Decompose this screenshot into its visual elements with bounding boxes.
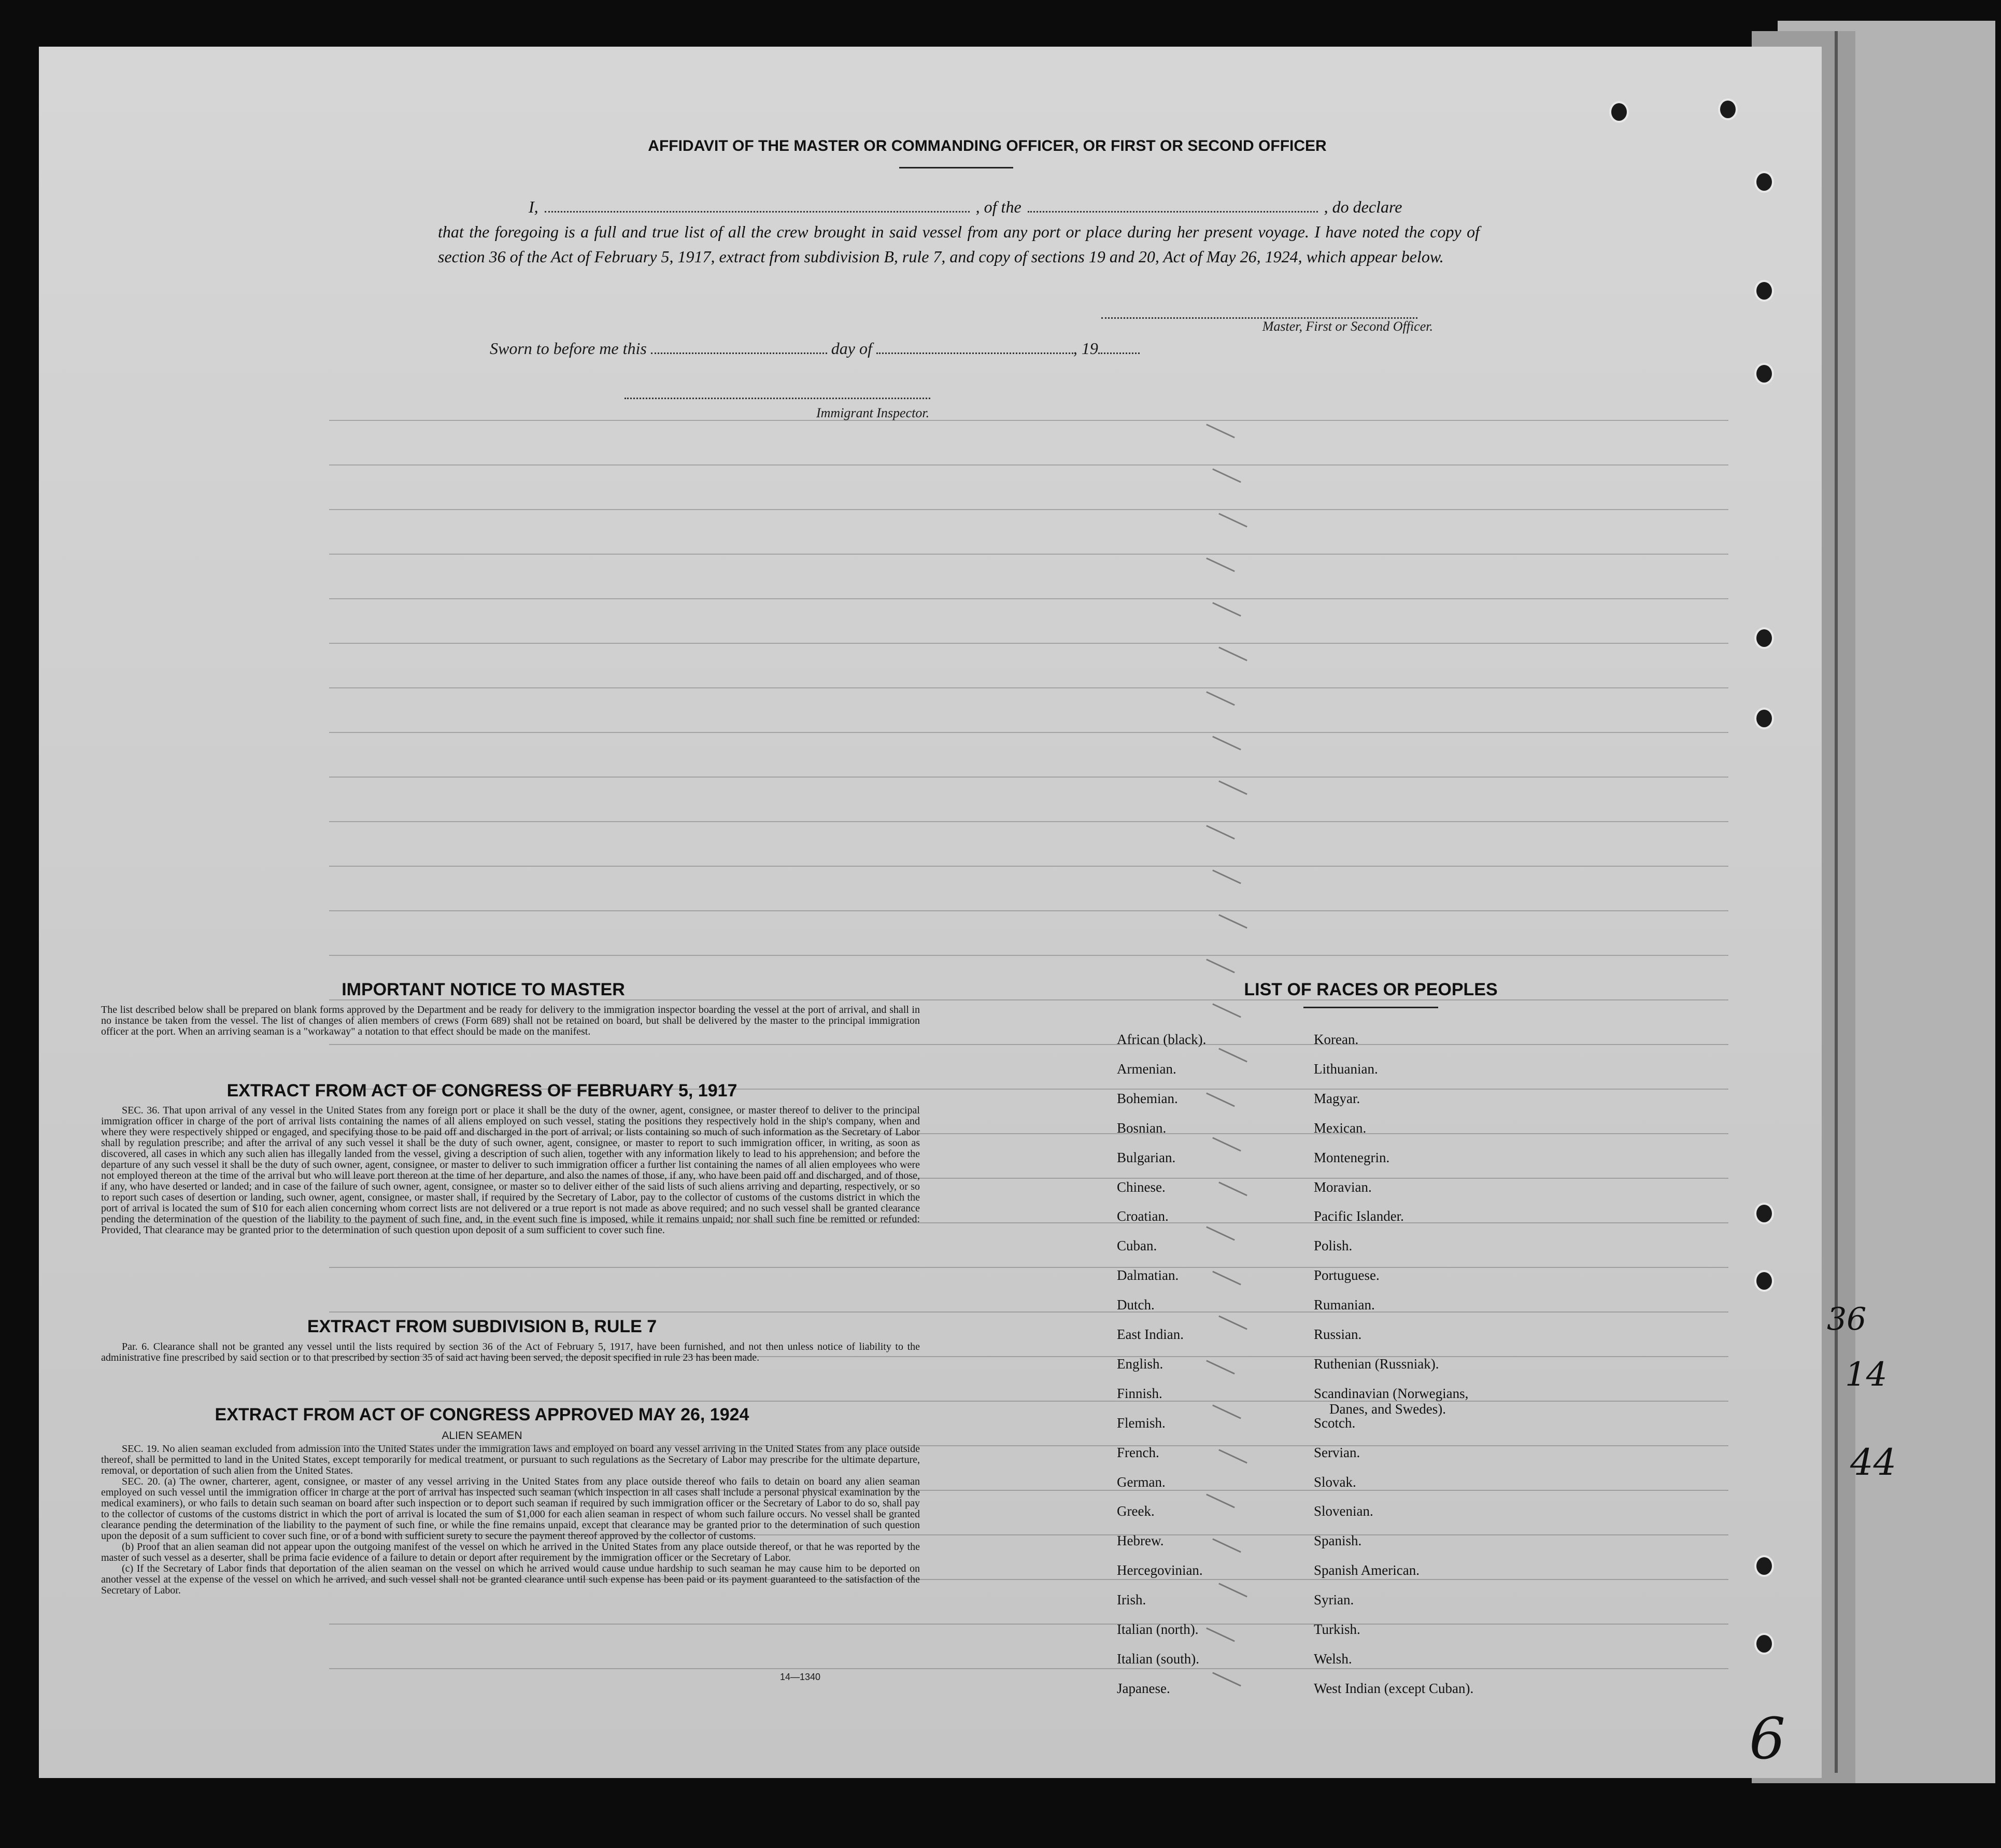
race-item: Chinese. [1117, 1179, 1166, 1195]
race-item: Italian (south). [1117, 1650, 1199, 1667]
race-item: German. [1117, 1474, 1166, 1490]
sworn-month-blank[interactable] [876, 337, 1073, 354]
race-item: Portuguese. [1314, 1267, 1380, 1283]
ghost-row-line [329, 687, 1728, 688]
ghost-check-stroke [1206, 557, 1235, 572]
extract-1924-title: EXTRACT FROM ACT OF CONGRESS APPROVED MAY 26, 1924 [215, 1405, 749, 1424]
declaration-line [438, 194, 1480, 219]
ghost-check-stroke [1212, 736, 1241, 750]
race-item: Ruthenian (Russniak). [1314, 1356, 1439, 1372]
race-item: Bulgarian. [1117, 1149, 1176, 1165]
race-item: East Indian. [1117, 1327, 1184, 1342]
sheet-edge-shadow [1835, 31, 1838, 1773]
section-36-text: SEC. 36. That upon arrival of any vessel in the United States from any foreign port or place it shall be the duty of the owner, agent, consignee, or master thereof to deliver to the principal immigration officer in charge of the port of arrival lists containing the names of all aliens employed on such vessel, stating the positions they respectively hold in the ship's company, when and where they were respectively shipped or engaged, and specifying those to be paid off and discharged in the port of arrival; or lists containing so much of such information as the Secretary of Labor shall by regulation prescribe; and after the arrival of any such vessel it shall be the duty of such owner, agent, consignee, or master to report to such immigration officer, in writing, as soon as discovered, all cases in which any such alien has illegally landed from the vessel, giving a description of such alien, together with any information likely to lead to his apprehension; and before the departure of any such vessel it shall be the duty of such owner, agent, consignee, or master to deliver to such immigration officer a further list containing the names of all alien employees who were not employed thereon at the time of the arrival but who will leave port thereon at the time of her departure, and also the names of those, if any, who have been paid off and discharged, and of those, if any, who have deserted or landed; and in case of the failure of such owner, agent, consignee, or master so to deliver either of the said lists of such aliens arriving and departing, respectively, or so to report such cases of desertion or landing, such owner, agent, consignee, or master shall, if required by the Secretary of Labor, pay to the collector of customs of the customs district in which the port of arrival is located the sum of $10 for each alien concerning whom correct lists are not delivered or a true report is not made as above required; and no such vessel shall be granted clearance pending the determination of the question of the liability to the payment of such fine, and, in the event such fine is imposed, while it remains unpaid; nor shall such fine be remitted or refunded: Provided, That clearance may be granted prior to the determination of such question upon deposit of a sum sufficient to cover such fine. [101, 1105, 920, 1236]
form-page [39, 47, 1897, 1778]
binder-hole [1754, 1270, 1774, 1292]
race-item: Croatian. [1117, 1208, 1169, 1224]
ghost-check-stroke [1212, 1538, 1241, 1553]
handwritten-number: 44 [1850, 1441, 1897, 1484]
race-item: Dutch. [1117, 1297, 1155, 1313]
ghost-check-stroke [1206, 1627, 1235, 1642]
extract-rule7-body [101, 1342, 920, 1363]
binder-hole [1754, 171, 1774, 193]
ghost-check-stroke [1218, 646, 1247, 661]
race-item: Flemish. [1117, 1415, 1166, 1431]
race-item: Spanish. [1314, 1533, 1362, 1549]
extract-rule7-title: EXTRACT FROM SUBDIVISION B, RULE 7 [307, 1317, 657, 1336]
ghost-check-stroke [1212, 869, 1241, 884]
notice-body: The list described below shall be prepared on blank forms approved by the Department and be ready for delivery to the immigration inspector boarding the vessel at the port of arrival, and shall in no instance be taken from the vessel. The list of changes of alien members of crews (Form 689) shall not be retained on board, but shall be delivered by the master to the principal immigration officer at the port. When an arriving seaman is a "workaway" a notation to that effect should be made on the manifest. [101, 1004, 920, 1037]
ghost-check-stroke [1206, 424, 1235, 438]
race-item: Greek. [1117, 1503, 1155, 1519]
binder-hole [1754, 1203, 1774, 1224]
handwritten-number: 14 [1845, 1356, 1888, 1394]
ghost-check-stroke [1212, 468, 1241, 483]
ghost-check-stroke [1212, 1003, 1241, 1018]
race-item: Hercegovinian. [1117, 1562, 1203, 1578]
ghost-check-stroke [1218, 914, 1247, 928]
ghost-check-stroke [1206, 825, 1235, 839]
alien-seamen-subtitle: ALIEN SEAMEN [442, 1430, 522, 1442]
inspector-signature-line[interactable] [625, 397, 930, 399]
ghost-check-stroke [1206, 691, 1235, 706]
race-item: Armenian. [1117, 1061, 1176, 1077]
ghost-row-line [329, 420, 1728, 421]
ghost-row-line [329, 509, 1728, 510]
race-item: Syrian. [1314, 1592, 1354, 1608]
binder-hole [1718, 98, 1738, 120]
name-blank[interactable] [545, 195, 970, 213]
affidavit-title: AFFIDAVIT OF THE MASTER OR COMMANDING OFFICER, OR FIRST OR SECOND OFFICER [648, 137, 1327, 154]
race-item: Bosnian. [1117, 1120, 1167, 1136]
race-item: Russian. [1314, 1327, 1362, 1342]
race-item: English. [1117, 1356, 1163, 1372]
races-title-underline [1303, 1007, 1438, 1008]
handwritten-number: 6 [1749, 1705, 1785, 1772]
sworn-year-blank[interactable] [1098, 337, 1140, 354]
ghost-row-line [329, 1668, 1728, 1669]
binder-hole [1754, 1633, 1774, 1655]
ghost-row-line [329, 821, 1728, 822]
ghost-check-stroke [1218, 1449, 1247, 1463]
ghost-check-stroke [1206, 1092, 1235, 1107]
race-item: African (black). [1117, 1032, 1207, 1047]
binder-hole [1609, 101, 1629, 123]
section-19-text: SEC. 19. No alien seaman excluded from admission into the United States under the immigration laws and employed on board any vessel arriving in the United States from any place outside thereof, shall be permitted to land in the United States, except temporarily for medical treatment, or pursuant to such regulations as the Secretary of Labor may prescribe for the ultimate departure, removal, or deportation of such alien from the United States. [101, 1443, 920, 1476]
ghost-check-stroke [1206, 1360, 1235, 1374]
title-underline [899, 167, 1013, 168]
of-the-label: , of the [975, 198, 1021, 216]
ghost-check-stroke [1218, 513, 1247, 527]
extract-1917-title: EXTRACT FROM ACT OF CONGRESS OF FEBRUARY 5, 1917 [226, 1081, 737, 1101]
race-item: Finnish. [1117, 1385, 1162, 1401]
race-item: Spanish American. [1314, 1562, 1420, 1578]
race-item: Polish. [1314, 1238, 1353, 1254]
race-item: Lithuanian. [1314, 1061, 1378, 1077]
race-item: Moravian. [1314, 1179, 1372, 1195]
ghost-check-stroke [1212, 1271, 1241, 1285]
declaration-text: that the foregoing is a full and true list of all the crew brought in said vessel from any port or place during her present voyage. I have noted the copy of section 36 of the Act of February 5, 1917, extract from subdivision B, rule 7, and copy of sections 19 and 20, Act of May 26, 1924, which appear below. [438, 222, 1480, 266]
ghost-check-stroke [1218, 780, 1247, 795]
ghost-check-stroke [1212, 1672, 1241, 1686]
vessel-blank[interactable] [1028, 195, 1318, 213]
ghost-row-line [329, 1624, 1728, 1625]
section-20a-text: SEC. 20. (a) The owner, charterer, agent, consignee, or master of any vessel arriving in the United States from any place outside thereof who fails to detain on board any alien seaman employed on such vessel until the immigration officer in charge at the port of arrival has inspected such seaman (which inspection in all cases shall include a personal physical examination by the medical examiners), or who fails to detain such seaman on board after such inspection or to deport such seaman if required by such immigration officer or the Secretary of Labor to do so, shall pay to the collector of customs of the customs district in which the port of arrival is located the sum of $1,000 for each alien seaman in respect of whom such failure occurs. No vessel shall be granted clearance pending the determination of the liability to the payment of such fine, or while the fine remains unpaid, except that clearance may be granted prior to the determination of such question upon the deposit of a sum sufficient to cover such fine, or of a bond with sufficient surety to secure the payment thereof approved by the collector of customs. [101, 1476, 920, 1542]
extract-1917-body [101, 1105, 920, 1236]
race-item: Servian. [1314, 1444, 1360, 1460]
ghost-row-line [329, 1401, 1728, 1402]
inspector-caption: Immigrant Inspector. [816, 405, 930, 420]
ghost-row-line [329, 598, 1728, 599]
binder-hole [1754, 708, 1774, 729]
ghost-check-stroke [1218, 1048, 1247, 1062]
races-title: LIST OF RACES OR PEOPLES [1244, 980, 1498, 999]
form-number: 14—1340 [780, 1672, 821, 1682]
ghost-check-stroke [1206, 1226, 1235, 1240]
binder-hole [1754, 1555, 1774, 1577]
section-20c-text: (c) If the Secretary of Labor finds that deportation of the alien seaman on the vessel on which he arrived would cause undue hardship to such seaman he may cause him to be deported on another vessel at the expense of the vessel on which he arrived, and such vessel shall not be granted clearance until such expense has been paid or its payment guaranteed to the satisfaction of the Secretary of Labor. [101, 1563, 920, 1596]
binder-hole [1754, 627, 1774, 649]
race-item: Welsh. [1314, 1650, 1352, 1667]
race-item: Scandinavian (Norwegians, [1314, 1385, 1469, 1401]
handwritten-number: 36 [1827, 1301, 1867, 1337]
day-of-label: day of [831, 339, 872, 358]
ghost-check-stroke [1218, 1181, 1247, 1196]
sworn-day-blank[interactable] [651, 337, 827, 354]
ghost-row-line [329, 732, 1728, 733]
race-item: West Indian (except Cuban). [1314, 1680, 1474, 1696]
race-item: Turkish. [1314, 1621, 1360, 1637]
race-item: Slovenian. [1314, 1503, 1373, 1519]
rule7-text: Par. 6. Clearance shall not be granted any vessel until the lists required by section 36 of the Act of February 5, 1917, have been furnished, and not then unless notice of liability to the administrative fine prescribed by said section or to that prescribed by section 35 of said act having been served, the deposit specified in rule 23 has been made. [101, 1341, 920, 1363]
binder-hole [1754, 363, 1774, 385]
ghost-check-stroke [1206, 1493, 1235, 1508]
ghost-row-line [329, 1267, 1728, 1268]
ghost-row-line [329, 464, 1728, 465]
ghost-row-line [329, 554, 1728, 555]
i-label: I, [529, 198, 538, 216]
race-item: Cuban. [1117, 1238, 1157, 1254]
sworn-label: Sworn to before me this [490, 339, 647, 358]
ghost-row-line [329, 866, 1728, 867]
ghost-check-stroke [1218, 1583, 1247, 1597]
ghost-check-stroke [1212, 1404, 1241, 1419]
race-item: Hebrew. [1117, 1533, 1164, 1549]
ghost-check-stroke [1218, 1315, 1247, 1330]
race-item: Scotch. [1314, 1415, 1356, 1431]
sworn-line [490, 337, 1215, 358]
extract-1924-body [101, 1444, 920, 1596]
year-label: , 19 [1073, 339, 1098, 358]
race-item: Pacific Islander. [1314, 1208, 1404, 1224]
declare-label: , do declare [1324, 198, 1402, 216]
race-item: Rumanian. [1314, 1297, 1375, 1313]
ghost-check-stroke [1212, 602, 1241, 616]
ghost-row-line [329, 643, 1728, 644]
race-item: Irish. [1117, 1592, 1146, 1608]
race-item: Danes, and Swedes). [1329, 1401, 1446, 1417]
race-item: Slovak. [1314, 1474, 1356, 1490]
ghost-row-line [329, 1311, 1728, 1313]
ghost-row-line [329, 955, 1728, 956]
race-item: Mexican. [1314, 1120, 1367, 1136]
race-item: French. [1117, 1444, 1159, 1460]
race-item: Bohemian. [1117, 1090, 1178, 1106]
race-item: Magyar. [1314, 1090, 1360, 1106]
race-item: Japanese. [1117, 1680, 1170, 1696]
ghost-row-line [329, 777, 1728, 778]
race-item: Italian (north). [1117, 1621, 1199, 1637]
affidavit-body [438, 194, 1480, 269]
signature-caption: Master, First or Second Officer. [1262, 319, 1433, 334]
race-item: Korean. [1314, 1032, 1359, 1047]
binder-hole [1754, 280, 1774, 302]
ghost-check-stroke [1212, 1137, 1241, 1151]
race-item: Dalmatian. [1117, 1267, 1179, 1283]
ghost-row-line [329, 1044, 1728, 1045]
section-20b-text: (b) Proof that an alien seaman did not appear upon the outgoing manifest of the vessel on which he arrived in the United States from any place outside thereof, or that he was reported by the master of such vessel as a deserter, shall be prima facie evidence of a failure to detain or deport after requirement by the immigration officer or the Secretary of Labor. [101, 1541, 920, 1563]
ghost-row-line [329, 910, 1728, 911]
race-item: Montenegrin. [1314, 1149, 1390, 1165]
notice-title: IMPORTANT NOTICE TO MASTER [342, 980, 625, 999]
ghost-check-stroke [1206, 958, 1235, 973]
